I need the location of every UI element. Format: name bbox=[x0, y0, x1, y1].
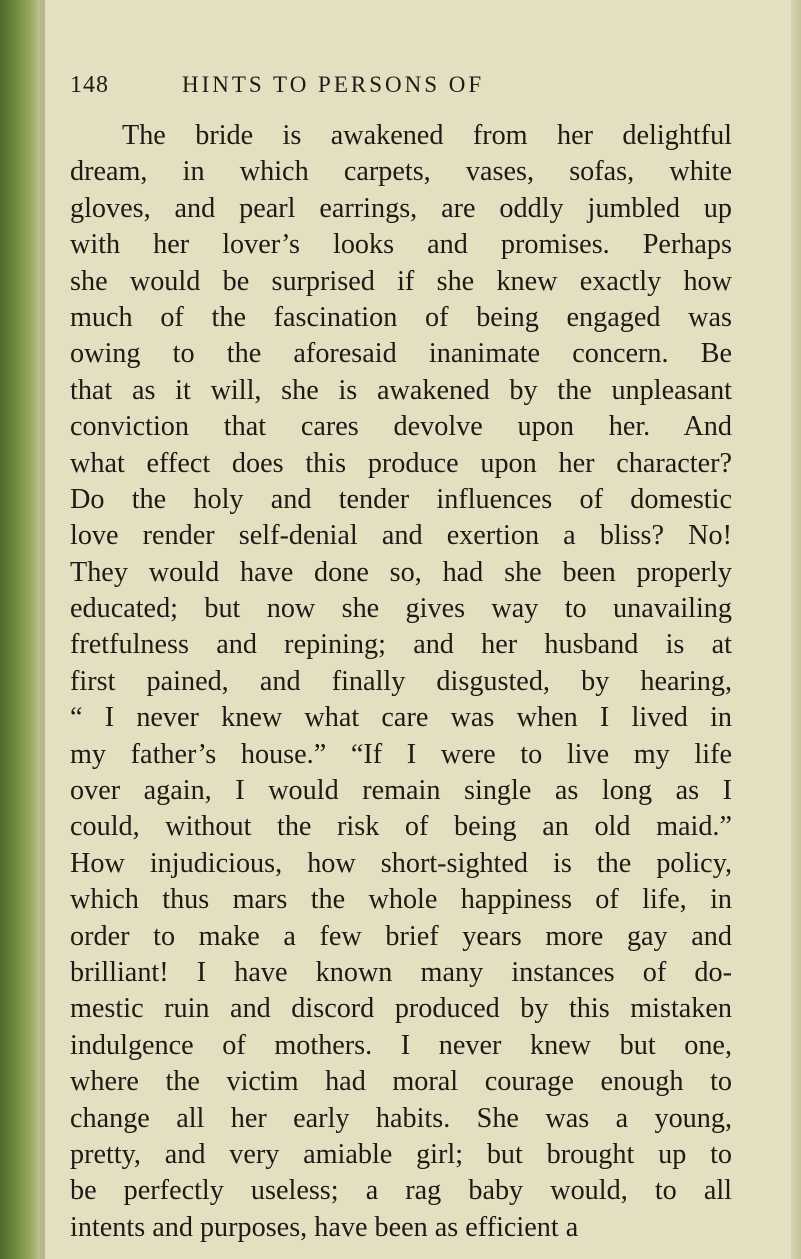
text-line: mestic ruin and discord produced by this mistaken bbox=[70, 993, 732, 1025]
text-line: first pained, and finally disgusted, by hearing, bbox=[70, 665, 732, 697]
text-line: pretty, and very amiable girl; but brought up to bbox=[70, 1138, 732, 1170]
text-line: educated; but now she gives way to unavailing bbox=[70, 593, 732, 625]
text-line: where the victim had moral courage enough to bbox=[70, 1066, 732, 1098]
body-text bbox=[70, 118, 732, 1246]
page-header bbox=[70, 72, 690, 106]
text-line: Do the holy and tender influences of domestic bbox=[70, 483, 732, 515]
page-right-edge bbox=[791, 0, 801, 1259]
text-line: could, without the risk of being an old maid.” bbox=[70, 811, 732, 843]
text-line: with her lover’s looks and promises. Perhaps bbox=[70, 229, 732, 261]
text-line: love render self-denial and exertion a bliss? No! bbox=[70, 520, 732, 552]
text-line: much of the fascination of being engaged was bbox=[70, 301, 732, 333]
text-line: over again, I would remain single as long as I bbox=[70, 775, 732, 807]
text-line: “ I never knew what care was when I lived in bbox=[70, 702, 732, 734]
text-line: which thus mars the whole happiness of life, in bbox=[70, 884, 732, 916]
text-line: that as it will, she is awakened by the unpleasant bbox=[70, 374, 732, 406]
running-title: HINTS TO PERSONS OF bbox=[182, 72, 485, 97]
text-line: brilliant! I have known many instances of do- bbox=[70, 956, 732, 988]
page-number: 148 bbox=[70, 72, 109, 98]
text-line: intents and purposes, have been as efficient a bbox=[70, 1211, 579, 1243]
text-line: my father’s house.” “If I were to live my life bbox=[70, 738, 732, 770]
text-line: be perfectly useless; a rag baby would, to all bbox=[70, 1175, 732, 1207]
text-line: gloves, and pearl earrings, are oddly jumbled up bbox=[70, 192, 732, 224]
text-line: conviction that cares devolve upon her. And bbox=[70, 411, 732, 443]
text-line: change all her early habits. She was a young, bbox=[70, 1102, 732, 1134]
text-line: indulgence of mothers. I never knew but one, bbox=[70, 1029, 732, 1061]
text-line: owing to the aforesaid inanimate concern. Be bbox=[70, 338, 732, 370]
text-line: They would have done so, had she been properly bbox=[70, 556, 732, 588]
text-line: fretfulness and repining; and her husband is at bbox=[70, 629, 732, 661]
text-line: How injudicious, how short-sighted is the policy, bbox=[70, 847, 732, 879]
text-line: order to make a few brief years more gay and bbox=[70, 920, 732, 952]
text-line: dream, in which carpets, vases, sofas, white bbox=[70, 156, 732, 188]
text-line: she would be surprised if she knew exactly how bbox=[70, 265, 732, 297]
text-line: what effect does this produce upon her character? bbox=[70, 447, 732, 479]
book-binding bbox=[0, 0, 42, 1259]
text-line: The bride is awakened from her delightful bbox=[122, 120, 732, 151]
